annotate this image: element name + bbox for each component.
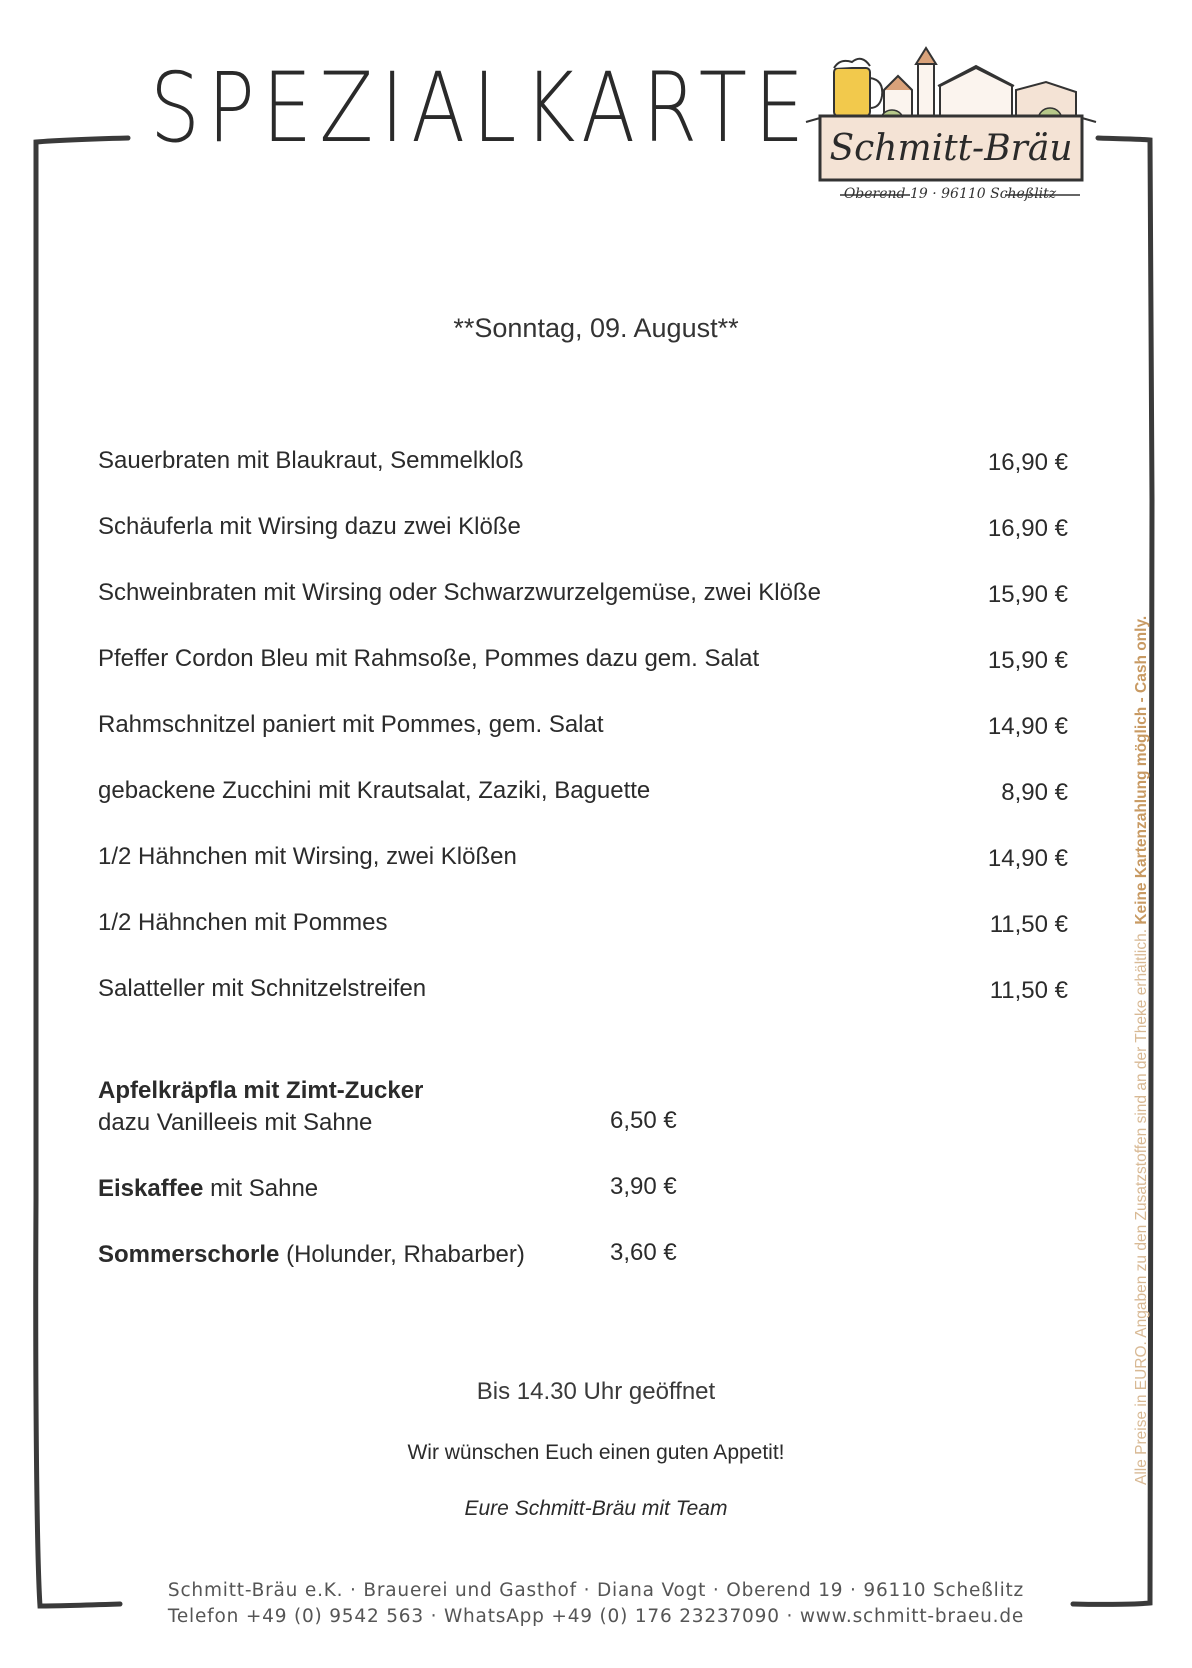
dish-price: 16,90 € <box>987 449 1068 476</box>
dish-name: gebackene Zucchini mit Krautsalat, Zaziki, Baguette <box>98 777 651 804</box>
menu-item <box>98 975 1068 1041</box>
dish-name: 1/2 Hähnchen mit Pommes <box>98 909 388 936</box>
dish-name: Schweinbraten mit Wirsing oder Schwarzwurzelgemüse, zwei Klöße <box>98 579 821 606</box>
extra-name-bold: Sommerschorle <box>98 1241 280 1268</box>
menu-item <box>98 645 1068 711</box>
extra-price: 3,90 € <box>610 1173 677 1200</box>
menu-item <box>98 447 1068 513</box>
extra-name-rest: mit Sahne <box>203 1175 319 1202</box>
extra-name <box>98 1075 698 1107</box>
footer-address: Schmitt-Bräu e.K. · Brauerei und Gasthof · Diana Vogt · Oberend 19 · 96110 Scheßlitz <box>167 1580 1025 1601</box>
dish-price: 14,90 € <box>987 713 1068 740</box>
menu-item <box>98 909 1068 975</box>
page-title: SPEZIALKARTE <box>150 52 812 164</box>
dish-name: Sauerbraten mit Blaukraut, Semmelkloß <box>98 447 524 474</box>
dish-name: Salatteller mit Schnitzelstreifen <box>98 975 427 1002</box>
menu-item <box>98 711 1068 777</box>
side-note-bold: Keine Kartenzahlung möglich - Cash only. <box>1133 615 1150 925</box>
logo-address: Oberend 19 · 96110 Scheßlitz <box>843 186 1057 202</box>
side-note <box>1133 616 1151 1485</box>
menu-item <box>98 777 1068 843</box>
extra-name <box>98 1173 698 1205</box>
footer-contact: Telefon +49 (0) 9542 563 · WhatsApp +49 (0) 176 23237090 · www.schmitt-braeu.de <box>167 1606 1025 1627</box>
dish-name: Schäuferla mit Wirsing dazu zwei Klöße <box>98 513 521 540</box>
dish-name: Pfeffer Cordon Bleu mit Rahmsoße, Pommes dazu gem. Salat <box>98 645 760 672</box>
extra-item <box>98 1075 698 1173</box>
signature: Eure Schmitt-Bräu mit Team <box>464 1497 728 1520</box>
extra-description: dazu Vanilleeis mit Sahne <box>98 1109 373 1136</box>
extra-name-bold: Apfelkräpfla mit Zimt-Zucker <box>98 1077 424 1104</box>
dish-name: 1/2 Hähnchen mit Wirsing, zwei Klößen <box>98 843 517 870</box>
extra-price: 3,60 € <box>610 1239 677 1266</box>
dish-price: 8,90 € <box>1001 779 1068 806</box>
menu-list <box>98 447 1068 1041</box>
dish-price: 15,90 € <box>987 647 1068 674</box>
extras-list <box>98 1075 698 1305</box>
logo-name: Schmitt-Bräu <box>829 128 1073 169</box>
dish-price: 11,50 € <box>989 977 1068 1004</box>
menu-item <box>98 579 1068 645</box>
opening-hours: Bis 14.30 Uhr geöffnet <box>476 1378 716 1405</box>
extra-item <box>98 1239 698 1305</box>
extra-item <box>98 1173 698 1239</box>
dish-name: Rahmschnitzel paniert mit Pommes, gem. Salat <box>98 711 604 738</box>
dish-price: 14,90 € <box>987 845 1068 872</box>
dish-price: 16,90 € <box>987 515 1068 542</box>
extra-name <box>98 1239 698 1271</box>
dish-price: 11,50 € <box>989 911 1068 938</box>
extra-price: 6,50 € <box>610 1107 677 1134</box>
extra-name-rest: (Holunder, Rhabarber) <box>279 1241 525 1268</box>
closing-wish: Wir wünschen Euch einen guten Appetit! <box>407 1441 785 1464</box>
menu-item <box>98 513 1068 579</box>
side-note-text: Alle Preise in EURO. Angaben zu den Zusatzstoffen sind an der Theke erhältlich. <box>1133 924 1150 1485</box>
extra-name-bold: Eiskaffee <box>98 1175 204 1202</box>
date-line: **Sonntag, 09. August** <box>453 313 739 343</box>
dish-price: 15,90 € <box>987 581 1068 608</box>
menu-item <box>98 843 1068 909</box>
